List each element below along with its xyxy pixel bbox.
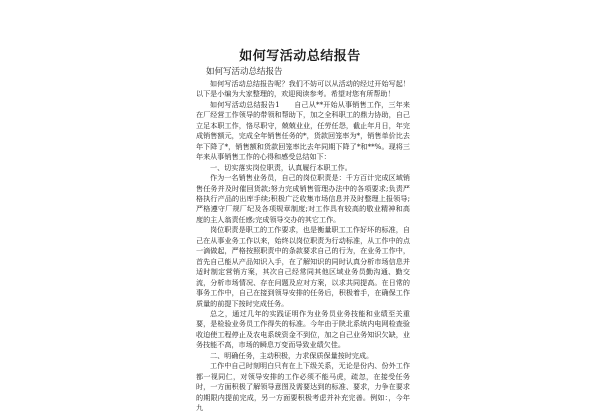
paragraph: 工作中自己时刻明白只有在上下级关系，无论是份内、份外工作都一视同仁，对领导安排的工作必须不能马虎，疏忽，在接受任务时，一方面积极了解领导意图及需要达到的标准、要求，力争在要求的期限内提前完成，另一方面要积极考虑并补充完善。例如：，今年九 <box>196 361 410 413</box>
paragraph: 总之，通过几年的实践证明作为业务员业务技能和业绩至关重要，是检验业务员工作得失的标准。今年由于陕北系统内电网检查验收迫使工程停止及农电系统资金不到位，加之自己业务知识欠缺，业务技能不高，市场的瞬息万变而导致业绩欠佳。 <box>196 308 410 350</box>
section-heading: 一、切实落实岗位职责，认真履行本职工作。 <box>210 162 352 172</box>
document-title: 如何写活动总结报告 <box>239 49 361 64</box>
paragraph: 作为一名销售业务员，自己的岗位职责是：千方百计完成区域销售任务并及时催回货款;努力完成销售管理办法中的各项要求;负责严格执行产品的出库手续;积极广泛收集市场信息并及时整理上报领导;严格遵守厂规厂纪及各项规章制度;对工作具有较高的敬业精神和高度的主人翁责任感;完成领导交办的其它工作。 <box>196 173 410 224</box>
document-body <box>196 79 410 414</box>
document-subtitle: 如何写活动总结报告 <box>206 67 283 77</box>
paragraph: 如何写活动总结报告1 自己从**开始从事销售工作，三年来在厂经营工作领导的带领和帮助下，加之全科职工的鼎力协助，自己立足本职工作，恪尽职守，兢兢业业，任劳任怨，截止年月日，年完成销售额元，完成全年销售任务的*，货款回笼率为*，销售单价比去年下降了*，销售额和货款回笼率比去年同期下降了*和**%。现将三年来从事销售工作的心得和感受总结如下： <box>196 99 410 162</box>
section-heading: 二、明确任务，主动积极，力求保质保量按时完成。 <box>210 350 374 360</box>
paragraph: 如何写活动总结报告呢？我们不妨可以从活动的经过开始写起！以下是小编为大家整理的，欢迎阅读参考。希望对您有所帮助！ <box>196 79 410 99</box>
paragraph: 岗位职责是职工的工作要求，也是衡量职工工作好坏的标准，自己在从事业务工作以来，始终以岗位职责为行动标准，从工作中的点一滴做起，严格按照职责中的条款要求自己的行为，在业务工作中，首先自己能从产品知识入手，在了解知识的同时认真分析市场信息并适时制定营销方案，其次自己经常同其他区域业务员勤沟通、勤交流，分析市场情况、存在问题及应对方案，以求共同提高。在日常的事务工作中，自己在接到领导安排的任务后，积极着手，在确保工作质量的前提下按时完成任务。 <box>196 225 410 308</box>
